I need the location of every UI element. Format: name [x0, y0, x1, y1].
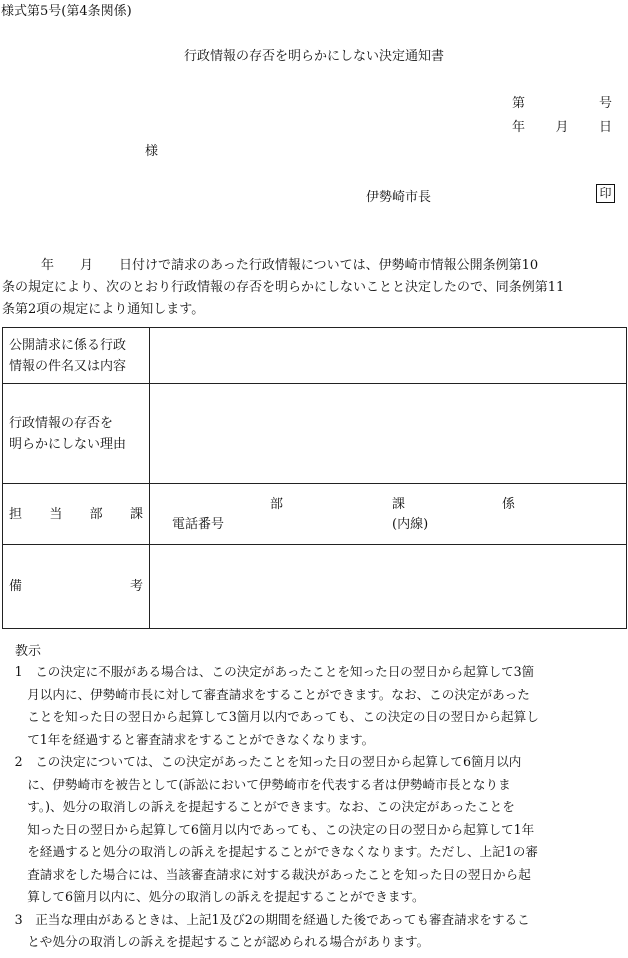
date-day: 日	[598, 120, 612, 135]
label-line	[9, 504, 143, 525]
intro-paragraph	[2, 255, 626, 321]
seal-mark: 印	[596, 184, 615, 203]
instructions-heading: 教示	[15, 644, 42, 659]
intro-line: 条第2項の規定により通知します。	[2, 302, 205, 317]
reason-label	[3, 384, 150, 484]
date-year: 年	[512, 120, 526, 135]
item-line: 2 この決定については、この決定があったことを知った日の翌日から起算して6箇月以内	[2, 754, 522, 769]
table-row	[3, 545, 627, 629]
label-line: 公開請求に係る行政	[9, 337, 127, 353]
item-line: とや処分の取消しの訴えを提起することが認められる場合があります。	[2, 934, 430, 949]
label-line	[9, 576, 143, 597]
department-ka: 課	[392, 497, 406, 512]
item-line: 1 この決定に不服がある場合は、この決定があったことを知った日の翌日から起算して3箇	[2, 664, 535, 679]
department-label	[3, 484, 150, 545]
department-bu: 部	[270, 497, 284, 512]
label-char: 考	[129, 579, 143, 594]
item-line: す。)、処分の取消しの訴えを提起することができます。なお、この決定があったことを	[2, 799, 515, 814]
instruction-item-2	[2, 751, 626, 909]
addressee-suffix: 様	[145, 144, 159, 159]
instruction-item-1	[2, 661, 626, 751]
decision-table	[2, 327, 627, 629]
number-prefix: 第	[512, 96, 526, 111]
item-line: 3 正当な理由があるときは、上記1及び2の期間を経過した後であっても審査請求をするこ	[2, 911, 530, 927]
reason-field[interactable]	[150, 384, 627, 484]
label-char: 備	[9, 579, 23, 594]
intro-line: 年 月 日付けで請求のあった行政情報については、伊勢崎市情報公開条例第10	[2, 258, 539, 273]
phone-number-label: 電話番号	[172, 517, 225, 532]
subject-label	[3, 328, 150, 384]
number-suffix: 号	[598, 96, 612, 111]
remarks-label	[3, 545, 150, 629]
extension-label: (内線)	[392, 517, 429, 532]
remarks-field[interactable]	[150, 545, 627, 629]
item-line: 月以内に、伊勢崎市長に対して審査請求をすることができます。なお、この決定があった	[2, 686, 530, 702]
intro-line: 条の規定により、次のとおり行政情報の存否を明らかにしないことと決定したので、同条例第11	[2, 280, 565, 295]
label-char: 当	[49, 506, 63, 522]
department-kakari: 係	[502, 497, 516, 512]
item-line: を経過すると処分の取消しの訴えを提起することができなくなります。ただし、上記1の審	[2, 844, 538, 859]
item-line: て1年を経過すると審査請求をすることができなくなります。	[2, 731, 375, 747]
label-char: 部	[89, 506, 103, 522]
label-char: 担	[9, 506, 23, 522]
item-line: ことを知った日の翌日から起算して3箇月以内であっても、この決定の日の翌日から起算し	[2, 709, 539, 724]
label-char: 課	[129, 506, 143, 522]
date-month: 月	[555, 120, 569, 135]
table-row	[3, 384, 627, 484]
table-row	[3, 328, 627, 384]
department-field[interactable]	[150, 484, 627, 545]
label-line: 情報の件名又は内容	[9, 358, 127, 374]
label-line: 明らかにしない理由	[9, 436, 127, 452]
document-title: 行政情報の存否を明らかにしない決定通知書	[183, 49, 444, 64]
item-line: 査請求をした場合には、当該審査請求に対する裁決があったことを知った日の翌日から起	[2, 866, 531, 882]
item-line: 知った日の翌日から起算して6箇月以内であっても、この決定の日の翌日から起算して1年	[2, 821, 535, 837]
subject-field[interactable]	[150, 328, 627, 384]
item-line: 算して6箇月以内に、処分の取消しの訴えを提起することができます。	[2, 889, 425, 904]
issuer-name: 伊勢崎市長	[366, 190, 432, 205]
table-row	[3, 484, 627, 545]
label-line: 行政情報の存否を	[9, 415, 114, 431]
document-number-line	[512, 92, 612, 111]
date-line	[512, 116, 612, 135]
instruction-item-3	[2, 909, 626, 954]
form-number: 様式第5号(第4条関係)	[1, 4, 132, 19]
item-line: に、伊勢崎市を被告として(訴訟において伊勢崎市を代表する者は伊勢崎市長となりま	[2, 776, 511, 792]
instructions-list	[2, 661, 626, 954]
